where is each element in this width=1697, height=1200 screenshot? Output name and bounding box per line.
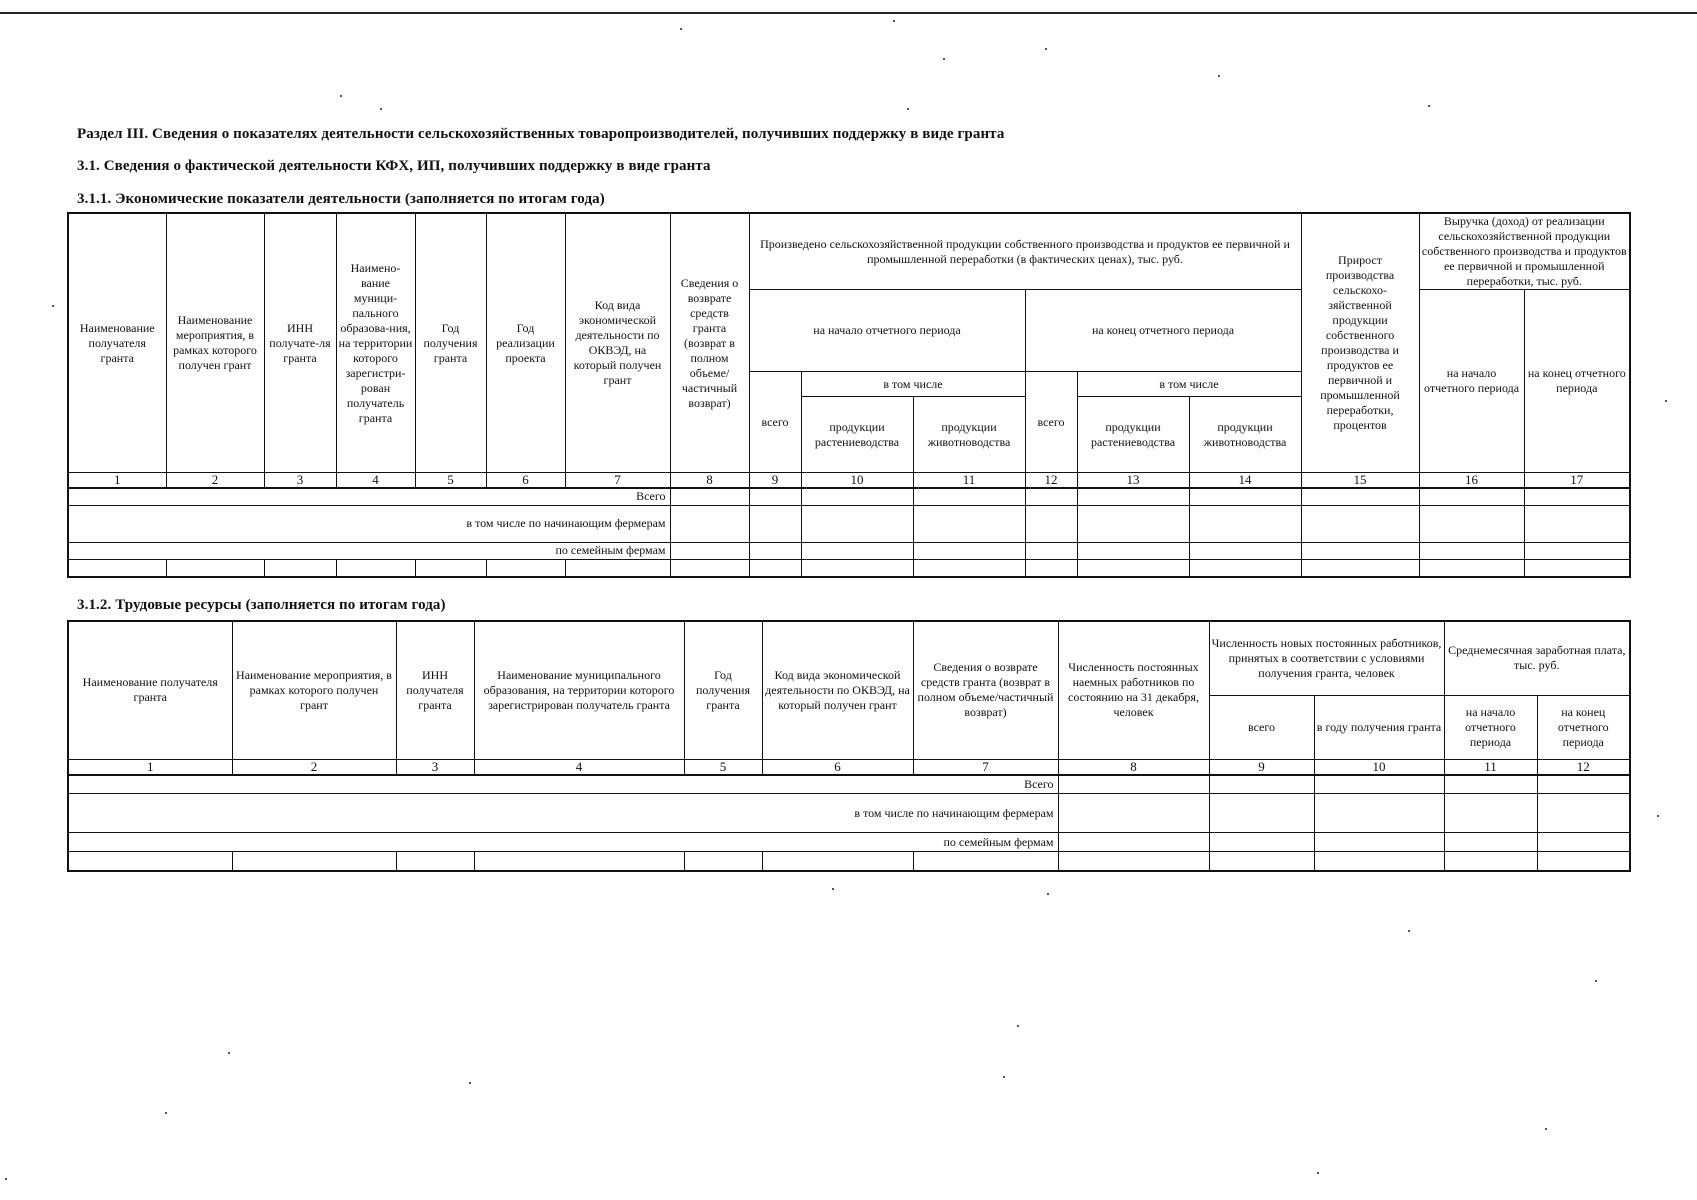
cell[interactable] — [1301, 559, 1419, 577]
scan-speck — [1317, 1172, 1319, 1174]
col-number: 17 — [1524, 473, 1630, 489]
cell[interactable] — [166, 559, 264, 577]
header-salary-end: на конец отчетного периода — [1537, 695, 1630, 759]
col-number: 5 — [684, 759, 762, 775]
cell[interactable] — [1537, 794, 1630, 833]
scan-speck — [943, 58, 945, 60]
col-number: 13 — [1077, 473, 1189, 489]
header-grant-return: Сведения о возврате средств гранта (возврат в полном объеме/частичный возврат) — [913, 621, 1058, 759]
cell[interactable] — [1077, 559, 1189, 577]
col-number: 14 — [1189, 473, 1301, 489]
scan-speck — [1218, 75, 1220, 77]
row-family-farms-label: по семейным фермам — [68, 542, 670, 559]
header-produced: Произведено сельскохозяйственной продукции собственного производства и продуктов ее первичной и промышленной переработки (в фактических ценах), тыс. руб. — [749, 213, 1301, 290]
cell[interactable] — [1444, 833, 1537, 852]
cell[interactable] — [415, 559, 486, 577]
header-new-total: всего — [1209, 695, 1314, 759]
header-okved-code: Код вида экономической деятельности по ОКВЭД, на который получен грант — [565, 213, 670, 473]
col-number: 10 — [801, 473, 913, 489]
header-start-crop: продукции растениеводства — [802, 397, 914, 472]
cell[interactable] — [1025, 542, 1077, 559]
scan-speck — [469, 1082, 471, 1084]
header-new-workers: Численность новых постоянных работников, принятых в соответствии с условиями получения гранта, человек — [1209, 621, 1444, 695]
cell[interactable] — [1537, 852, 1630, 871]
cell[interactable] — [1419, 488, 1524, 505]
cell[interactable] — [1314, 794, 1444, 833]
cell[interactable] — [762, 852, 913, 871]
col-number: 2 — [232, 759, 396, 775]
top-scan-rule — [0, 12, 1697, 14]
scan-speck — [165, 1112, 167, 1114]
cell[interactable] — [801, 542, 913, 559]
col-number: 11 — [913, 473, 1025, 489]
header-recipient-name: Наименование получателя гранта — [68, 213, 166, 473]
scan-speck — [680, 28, 682, 30]
cell[interactable] — [68, 559, 166, 577]
scan-speck — [1595, 980, 1597, 982]
cell[interactable] — [232, 852, 396, 871]
col-number: 4 — [336, 473, 415, 489]
header-grant-return: Сведения о возврате средств гранта (возврат в полном объеме/ частичный возврат) — [670, 213, 749, 473]
cell[interactable] — [1077, 488, 1189, 505]
table2-title: 3.1.2. Трудовые ресурсы (заполняется по итогам года) — [77, 597, 446, 613]
cell[interactable] — [913, 542, 1025, 559]
scan-speck — [380, 108, 382, 110]
scan-speck — [1045, 48, 1047, 50]
cell[interactable] — [670, 559, 749, 577]
cell[interactable] — [336, 559, 415, 577]
cell[interactable] — [486, 559, 565, 577]
cell[interactable] — [1189, 505, 1301, 542]
cell[interactable] — [749, 542, 801, 559]
col-number: 7 — [913, 759, 1058, 775]
cell[interactable] — [1524, 542, 1630, 559]
header-grant-year: Год получения гранта — [684, 621, 762, 759]
header-end-incl: в том числе — [1078, 372, 1301, 397]
cell[interactable] — [1537, 775, 1630, 794]
header-okved-code: Код вида экономической деятельности по ОКВЭД, на который получен грант — [762, 621, 913, 759]
cell[interactable] — [670, 542, 749, 559]
cell[interactable] — [1419, 505, 1524, 542]
scan-speck — [1545, 1128, 1547, 1130]
cell[interactable] — [749, 505, 801, 542]
col-number: 6 — [486, 473, 565, 489]
subsection-title: 3.1. Сведения о фактической деятельности КФХ, ИП, получивших поддержку в виде гранта — [77, 158, 711, 174]
cell[interactable] — [1025, 505, 1077, 542]
cell[interactable] — [1314, 852, 1444, 871]
cell[interactable] — [1524, 488, 1630, 505]
col-number: 4 — [474, 759, 684, 775]
cell[interactable] — [474, 852, 684, 871]
labor-resources-table — [67, 620, 1631, 872]
header-end-total: всего — [1025, 372, 1077, 473]
cell[interactable] — [1524, 505, 1630, 542]
cell[interactable] — [670, 488, 749, 505]
header-project-year: Год реализации проекта — [486, 213, 565, 473]
header-revenue: Выручка (доход) от реализации сельскохозяйственной продукции собственного производства и продуктов ее первичной и промышленной переработки, тыс. руб. — [1419, 213, 1630, 290]
cell[interactable] — [801, 505, 913, 542]
scan-speck — [832, 888, 834, 890]
header-municipality: Наименование муниципального образования, на территории которого зарегистрирован получатель гранта — [474, 621, 684, 759]
cell[interactable] — [1189, 542, 1301, 559]
header-end-crop: продукции растениеводства — [1078, 397, 1190, 472]
cell[interactable] — [1444, 794, 1537, 833]
scan-speck — [907, 108, 909, 110]
col-number: 2 — [166, 473, 264, 489]
col-number: 10 — [1314, 759, 1444, 775]
header-revenue-end: на конец отчетного периода — [1524, 290, 1630, 473]
cell[interactable] — [1025, 559, 1077, 577]
cell[interactable] — [1301, 542, 1419, 559]
col-number: 6 — [762, 759, 913, 775]
cell[interactable] — [264, 559, 336, 577]
cell[interactable] — [1058, 833, 1209, 852]
scan-speck — [1428, 105, 1430, 107]
economic-indicators-table — [67, 212, 1631, 578]
cell[interactable] — [1444, 775, 1537, 794]
col-number: 3 — [264, 473, 336, 489]
cell[interactable] — [68, 852, 232, 871]
header-salary-start: на начало отчетного периода — [1444, 695, 1537, 759]
cell[interactable] — [913, 559, 1025, 577]
scan-speck — [52, 305, 54, 307]
col-number: 11 — [1444, 759, 1537, 775]
cell[interactable] — [1077, 542, 1189, 559]
col-number: 7 — [565, 473, 670, 489]
cell[interactable] — [1314, 833, 1444, 852]
row-total-label: Всего — [68, 775, 1058, 794]
row-family-farms-label: по семейным фермам — [68, 833, 1058, 852]
cell[interactable] — [1209, 794, 1314, 833]
scan-speck — [1047, 893, 1049, 895]
cell[interactable] — [749, 559, 801, 577]
cell[interactable] — [1058, 775, 1209, 794]
row-beginning-farmers-label: в том числе по начинающим фермерам — [68, 505, 670, 542]
cell[interactable] — [913, 488, 1025, 505]
cell[interactable] — [1419, 542, 1524, 559]
col-number: 16 — [1419, 473, 1524, 489]
cell[interactable] — [1025, 488, 1077, 505]
header-start-incl: в том числе — [802, 372, 1025, 397]
header-revenue-start: на начало отчетного периода — [1419, 290, 1524, 473]
cell[interactable] — [801, 488, 913, 505]
scan-speck — [5, 1178, 7, 1180]
cell[interactable] — [1301, 505, 1419, 542]
col-number: 15 — [1301, 473, 1419, 489]
scan-speck — [1003, 1076, 1005, 1078]
header-new-year-grant: в году получения гранта — [1314, 695, 1444, 759]
scan-speck — [1408, 930, 1410, 932]
scan-speck — [1665, 400, 1667, 402]
cell[interactable] — [1537, 833, 1630, 852]
scan-speck — [1017, 1025, 1019, 1027]
col-number: 8 — [1058, 759, 1209, 775]
col-number: 9 — [1209, 759, 1314, 775]
cell[interactable] — [749, 488, 801, 505]
cell[interactable] — [396, 852, 474, 871]
header-employee-count: Численность постоянных наемных работников по состоянию на 31 декабря, человек — [1058, 621, 1209, 759]
cell[interactable] — [1209, 833, 1314, 852]
cell[interactable] — [1314, 775, 1444, 794]
header-recipient-name: Наименование получателя гранта — [68, 621, 232, 759]
cell[interactable] — [1058, 794, 1209, 833]
scan-speck — [228, 1052, 230, 1054]
col-number: 5 — [415, 473, 486, 489]
header-period-end: на конец отчетного периода — [1025, 290, 1301, 372]
header-period-start: на начало отчетного периода — [749, 290, 1025, 372]
header-inn: ИНН получате-ля гранта — [264, 213, 336, 473]
col-number: 1 — [68, 473, 166, 489]
cell[interactable] — [670, 505, 749, 542]
cell[interactable] — [913, 505, 1025, 542]
header-inn: ИНН получателя гранта — [396, 621, 474, 759]
col-number: 9 — [749, 473, 801, 489]
header-event-name: Наименование мероприятия, в рамках которого получен грант — [232, 621, 396, 759]
cell[interactable] — [1189, 488, 1301, 505]
cell[interactable] — [801, 559, 913, 577]
header-start-total: всего — [749, 372, 801, 473]
cell[interactable] — [1301, 488, 1419, 505]
header-start-livestock: продукции животноводства — [927, 419, 1011, 449]
header-event-name: Наименование мероприятия, в рамках которого получен грант — [166, 213, 264, 473]
table1-title: 3.1.1. Экономические показатели деятельности (заполняется по итогам года) — [77, 191, 605, 207]
cell[interactable] — [1209, 775, 1314, 794]
cell[interactable] — [1444, 852, 1537, 871]
col-number: 8 — [670, 473, 749, 489]
cell[interactable] — [1419, 559, 1524, 577]
cell[interactable] — [1209, 852, 1314, 871]
col-number: 1 — [68, 759, 232, 775]
scan-speck — [1657, 815, 1659, 817]
col-number: 3 — [396, 759, 474, 775]
cell[interactable] — [1189, 559, 1301, 577]
header-municipality: Наимено-вание муници-пального образова-ния, на территории которого зарегистри-рован получатель гранта — [336, 213, 415, 473]
scan-speck — [340, 95, 342, 97]
col-number: 12 — [1025, 473, 1077, 489]
header-start-incl-group — [801, 372, 1025, 473]
row-beginning-farmers-label: в том числе по начинающим фермерам — [68, 794, 1058, 833]
cell[interactable] — [1058, 852, 1209, 871]
cell[interactable] — [1524, 559, 1630, 577]
scan-speck — [893, 20, 895, 22]
cell[interactable] — [1077, 505, 1189, 542]
cell[interactable] — [565, 559, 670, 577]
header-end-livestock: продукции животноводства — [1203, 419, 1287, 449]
header-grant-year: Год получения гранта — [415, 213, 486, 473]
header-salary: Среднемесячная заработная плата, тыс. руб. — [1444, 621, 1630, 695]
section-title: Раздел III. Сведения о показателях деятельности сельскохозяйственных товаропроизводителей, получивших поддержку в виде гранта — [77, 126, 1005, 142]
cell[interactable] — [684, 852, 762, 871]
cell[interactable] — [913, 852, 1058, 871]
header-end-incl-group — [1077, 372, 1301, 473]
col-number: 12 — [1537, 759, 1630, 775]
header-growth: Прирост производства сельскохо-зяйственной продукции собственного производства и продуктов ее первичной и промышленной переработки, процентов — [1301, 213, 1419, 473]
row-total-label: Всего — [68, 488, 670, 505]
